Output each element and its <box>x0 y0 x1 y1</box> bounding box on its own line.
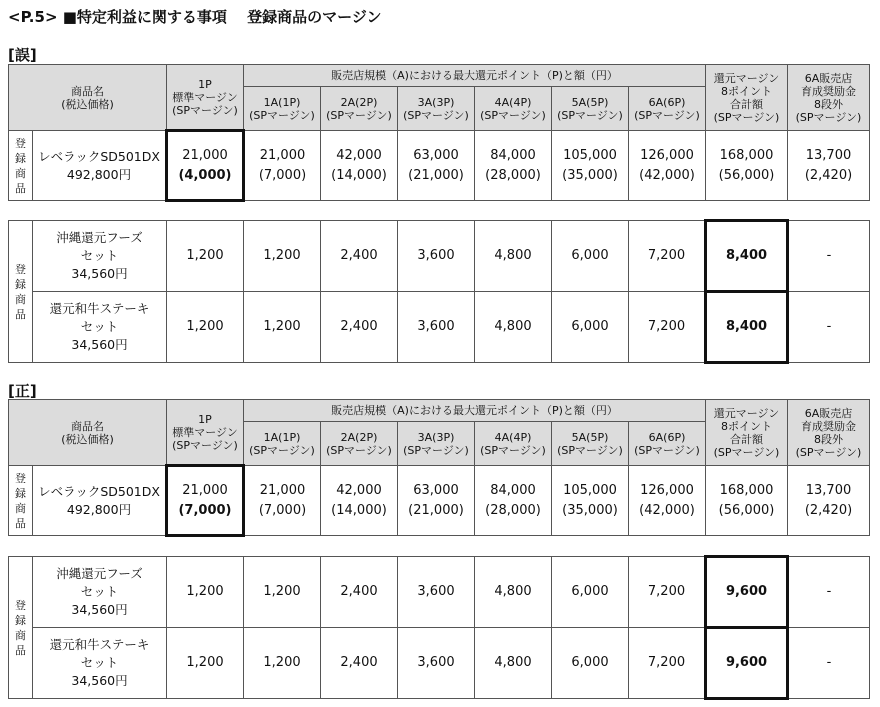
item-table <box>8 555 870 700</box>
tier-cell: 1,200 <box>244 557 321 628</box>
incentive-header: 6A販売店 育成奨励金 8段外 (SPマージン) <box>788 400 870 466</box>
tier-header: 1A(1P) (SPマージン) <box>244 87 321 131</box>
tier-cell: 21,000 (7,000) <box>244 131 321 201</box>
product-cell: レベラックSD501DX 492,800円 <box>33 131 167 201</box>
tier-cell: 6,000 <box>552 628 629 699</box>
table-row <box>9 292 870 363</box>
standard-margin-cell: 21,000 (4,000) <box>167 131 244 201</box>
tier-cell: 3,600 <box>398 557 475 628</box>
tier-cell: 2,400 <box>321 292 398 363</box>
total-margin-header: 還元マージン 8ポイント 合計額 (SPマージン) <box>706 400 788 466</box>
tier-header: 3A(3P) (SPマージン) <box>398 422 475 466</box>
incentive-cell: - <box>788 221 870 292</box>
tier-cell: 7,200 <box>629 557 706 628</box>
standard-margin-cell: 1,200 <box>167 628 244 699</box>
product-header: 商品名 (税込価格) <box>9 400 167 466</box>
margin-table <box>8 399 870 537</box>
tier-cell: 3,600 <box>398 221 475 292</box>
tier-cell: 105,000 (35,000) <box>552 131 629 201</box>
tier-header: 2A(2P) (SPマージン) <box>321 87 398 131</box>
standard-margin-cell: 1,200 <box>167 557 244 628</box>
product-header: 商品名 (税込価格) <box>9 65 167 131</box>
tier-header: 4A(4P) (SPマージン) <box>475 422 552 466</box>
tier-cell: 1,200 <box>244 628 321 699</box>
side-label: 登 録 商 品 <box>9 557 33 699</box>
tier-cell: 42,000 (14,000) <box>321 466 398 536</box>
tier-cell: 6,000 <box>552 292 629 363</box>
total-margin-cell: 168,000 (56,000) <box>706 131 788 201</box>
tier-cell: 1,200 <box>244 292 321 363</box>
tier-header: 2A(2P) (SPマージン) <box>321 422 398 466</box>
total-margin-cell: 8,400 <box>706 292 788 363</box>
table-row <box>9 131 870 201</box>
product-cell: レベラックSD501DX 492,800円 <box>33 466 167 536</box>
tier-cell: 63,000 (21,000) <box>398 466 475 536</box>
tier-header: 6A(6P) (SPマージン) <box>629 422 706 466</box>
total-margin-cell: 168,000 (56,000) <box>706 466 788 536</box>
side-label: 登 録 商 品 <box>9 131 33 201</box>
tier-cell: 4,800 <box>475 221 552 292</box>
tier-cell: 42,000 (14,000) <box>321 131 398 201</box>
section-label: [正] <box>8 382 37 400</box>
table-row <box>9 557 870 628</box>
tier-cell: 2,400 <box>321 557 398 628</box>
tier-cell: 4,800 <box>475 557 552 628</box>
incentive-cell: - <box>788 557 870 628</box>
tier-header: 5A(5P) (SPマージン) <box>552 87 629 131</box>
tier-cell: 1,200 <box>244 221 321 292</box>
standard-margin-cell: 21,000 (7,000) <box>167 466 244 536</box>
standard-margin-header: 1P 標準マージン (SPマージン) <box>167 400 244 466</box>
incentive-header: 6A販売店 育成奨励金 8段外 (SPマージン) <box>788 65 870 131</box>
tier-cell: 4,800 <box>475 628 552 699</box>
incentive-cell: 13,700 (2,420) <box>788 466 870 536</box>
tier-cell: 3,600 <box>398 628 475 699</box>
tier-group-header: 販売店規模（A)における最大還元ポイント（P)と額（円） <box>244 400 706 422</box>
tier-cell: 6,000 <box>552 557 629 628</box>
tier-cell: 7,200 <box>629 221 706 292</box>
tier-cell: 21,000 (7,000) <box>244 466 321 536</box>
product-cell: 還元和牛ステーキ セット 34,560円 <box>33 628 167 699</box>
total-margin-cell: 9,600 <box>706 557 788 628</box>
incentive-cell: 13,700 (2,420) <box>788 131 870 201</box>
product-cell: 沖縄還元フーズ セット 34,560円 <box>33 221 167 292</box>
tier-cell: 7,200 <box>629 292 706 363</box>
page-title: <P.5> ■特定利益に関する事項 登録商品のマージン <box>8 8 382 26</box>
tier-cell: 63,000 (21,000) <box>398 131 475 201</box>
tier-cell: 126,000 (42,000) <box>629 466 706 536</box>
tier-group-header: 販売店規模（A)における最大還元ポイント（P)と額（円） <box>244 65 706 87</box>
tier-cell: 84,000 (28,000) <box>475 466 552 536</box>
table-row <box>9 628 870 699</box>
product-cell: 還元和牛ステーキ セット 34,560円 <box>33 292 167 363</box>
incentive-cell: - <box>788 292 870 363</box>
total-margin-cell: 8,400 <box>706 221 788 292</box>
tier-cell: 2,400 <box>321 628 398 699</box>
standard-margin-cell: 1,200 <box>167 221 244 292</box>
total-margin-cell: 9,600 <box>706 628 788 699</box>
tier-cell: 3,600 <box>398 292 475 363</box>
standard-margin-cell: 1,200 <box>167 292 244 363</box>
tier-cell: 126,000 (42,000) <box>629 131 706 201</box>
total-margin-header: 還元マージン 8ポイント 合計額 (SPマージン) <box>706 65 788 131</box>
tier-cell: 7,200 <box>629 628 706 699</box>
side-label: 登 録 商 品 <box>9 221 33 363</box>
tier-header: 5A(5P) (SPマージン) <box>552 422 629 466</box>
tier-cell: 4,800 <box>475 292 552 363</box>
incentive-cell: - <box>788 628 870 699</box>
table-row <box>9 221 870 292</box>
margin-table <box>8 64 870 202</box>
tier-cell: 2,400 <box>321 221 398 292</box>
side-label: 登 録 商 品 <box>9 466 33 536</box>
tier-header: 3A(3P) (SPマージン) <box>398 87 475 131</box>
tier-cell: 84,000 (28,000) <box>475 131 552 201</box>
table-row <box>9 466 870 536</box>
standard-margin-header: 1P 標準マージン (SPマージン) <box>167 65 244 131</box>
item-table <box>8 219 870 364</box>
tier-cell: 6,000 <box>552 221 629 292</box>
section-label: [誤] <box>8 46 37 64</box>
tier-header: 6A(6P) (SPマージン) <box>629 87 706 131</box>
product-cell: 沖縄還元フーズ セット 34,560円 <box>33 557 167 628</box>
tier-header: 4A(4P) (SPマージン) <box>475 87 552 131</box>
tier-cell: 105,000 (35,000) <box>552 466 629 536</box>
tier-header: 1A(1P) (SPマージン) <box>244 422 321 466</box>
